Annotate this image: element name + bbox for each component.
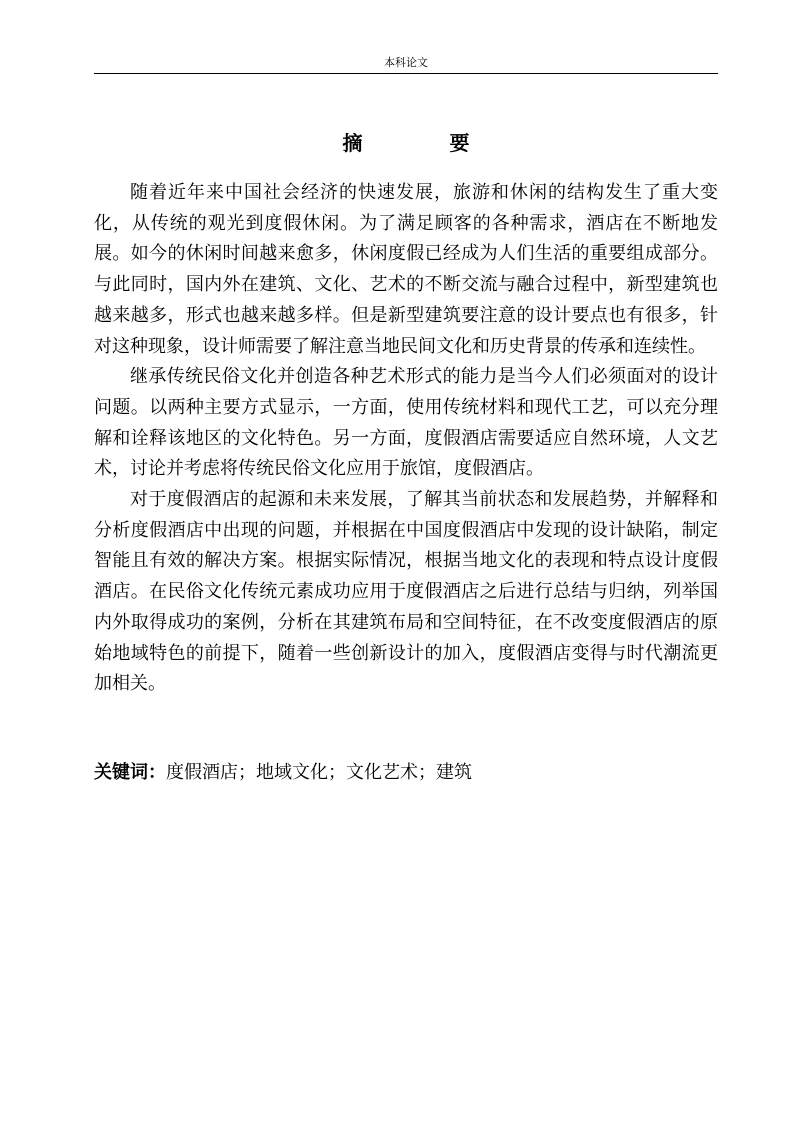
abstract-paragraph-1: 随着近年来中国社会经济的快速发展，旅游和休闲的结构发生了重大变化，从传统的观光到度假休闲。为了满足顾客的各种需求，酒店在不断地发展。如今的休闲时间越来愈多，休闲度假已经成为人们生活的重要组成部分。与此同时，国内外在建筑、文化、艺术的不断交流与融合过程中，新型建筑也越来越多，形式也越来越多样。但是新型建筑要注意的设计要点也有很多，针对这种现象，设计师需要了解注意当地民间文化和历史背景的传承和连续性。: [94, 182, 718, 357]
keywords-value: 度假酒店；地域文化；文化艺术；建筑: [166, 762, 472, 783]
header-rule: [94, 73, 718, 74]
running-header: 本科论文: [384, 56, 428, 69]
keywords-label: 关键词：: [94, 762, 166, 783]
abstract-title: 摘 要: [342, 131, 510, 155]
abstract-paragraph-2: 继承传统民俗文化并创造各种艺术形式的能力是当今人们必须面对的设计问题。以两种主要方式显示，一方面，使用传统材料和现代工艺，可以充分理解和诠释该地区的文化特色。另一方面，度假酒店需要适应自然环境，人文艺术，讨论并考虑将传统民俗文化应用于旅馆，度假酒店。: [94, 366, 718, 480]
abstract-body: [94, 178, 718, 700]
abstract-paragraph-3: 对于度假酒店的起源和未来发展，了解其当前状态和发展趋势，并解释和分析度假酒店中出现的问题，并根据在中国度假酒店中发现的设计缺陷，制定智能且有效的解决方案。根据实际情况，根据当地文化的表现和特点设计度假酒店。在民俗文化传统元素成功应用于度假酒店之后进行总结与归纳，列举国内外取得成功的案例，分析在其建筑布局和空间特征，在不改变度假酒店的原始地域特色的前提下，随着一些创新设计的加入，度假酒店变得与时代潮流更加相关。: [94, 489, 718, 695]
keywords-line: [94, 758, 718, 788]
